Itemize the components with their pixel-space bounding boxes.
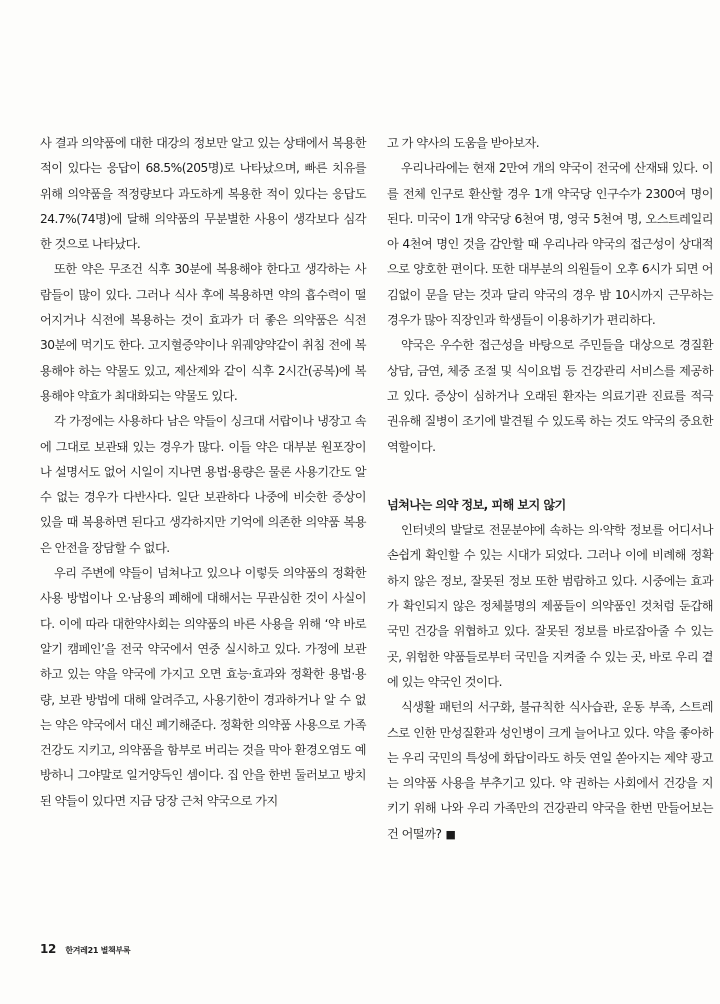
- left-column: [40, 131, 366, 814]
- paragraph: 또한 약은 무조건 식후 30분에 복용해야 한다고 생각하는 사람들이 많이 있다. 그러나 식사 후에 복용하면 약의 흡수력이 떨어지거나 식전에 복용하는 것이 효과가 더 좋은 의약품은 식전 30분에 먹기도 한다. 고지혈증약이나 위궤양약같이 취침 전에 복용해야 하는 약물도 있고, 제산제와 같이 식후 2시간(공복)에 복용해야 약효가 최대화되는 약물도 있다.: [40, 262, 366, 403]
- paragraph-text: 식생활 패턴의 서구화, 불규칙한 식사습관, 운동 부족, 스트레스로 인한 만성질환과 성인병이 크게 늘어나고 있다. 약을 좋아하는 우리 국민의 특성에 화답이라도 하듯 연일 쏟아지는 제약 광고는 의약품 사용을 부추기고 있다. 약 권하는 사회에서 건강을 지키기 위해 나와 우리 가족만의 건강관리 약국을 한번 만들어보는 건 어떨까?: [387, 700, 713, 841]
- paragraph: 고 가 약사의 도움을 받아보자.: [387, 136, 540, 150]
- paragraph: 우리 주변에 약들이 넘쳐나고 있으나 이렇듯 의약품의 정확한 사용 방법이나 오·남용의 폐해에 대해서는 무관심한 것이 사실이다. 이에 따라 대한약사회는 의약품의 바른 사용을 위해 ‘약 바로 알기 캠페인’을 전국 약국에서 연중 실시하고 있다. 가정에 보관하고 있는 약을 약국에 가지고 오면 효능·효과와 정확한 용법·용량, 보관 방법에 대해 알려주고, 사용기한이 경과하거나 알 수 없는 약은 약국에서 대신 폐기해준다. 정확한 의약품 사용으로 가족 건강도 지키고, 의약품을 함부로 버리는 것을 막아 환경오염도 예방하니 그야말로 일거양득인 셈이다. 집 안을 한번 둘러보고 방치된 약들이 있다면 지금 당장 근처 약국으로 가지: [40, 566, 366, 808]
- paragraph: 인터넷의 발달로 전문분야에 속하는 의·약학 정보를 어디서나 손쉽게 확인할 수 있는 시대가 되었다. 그러나 이에 비례해 정확하지 않은 정보, 잘못된 정보 또한 범람하고 있다. 시중에는 효과가 확인되지 않은 정체불명의 제품들이 의약품인 것처럼 둔갑해 국민 건강을 위협하고 있다. 잘못된 정보를 바로잡아줄 수 있는 곳, 위험한 약품들로부터 국민을 지켜줄 수 있는 곳, 바로 우리 곁에 있는 약국인 것이다.: [387, 523, 713, 689]
- paragraph: 각 가정에는 사용하다 남은 약들이 싱크대 서랍이나 냉장고 속에 그대로 보관돼 있는 경우가 많다. 이들 약은 대부분 원포장이나 설명서도 없어 시일이 지나면 용법·용량은 물론 사용기간도 알 수 없는 경우가 다반사다. 일단 보관하다 나중에 비슷한 증상이 있을 때 복용하면 된다고 생각하지만 기억에 의존한 의약품 복용은 안전을 장담할 수 없다.: [40, 414, 366, 555]
- right-column: [387, 131, 713, 847]
- end-mark: ■: [445, 827, 456, 841]
- paragraph: 약국은 우수한 접근성을 바탕으로 주민들을 대상으로 경질환 상담, 금연, 체중 조절 및 식이요법 등 건강관리 서비스를 제공하고 있다. 증상이 심하거나 오래된 환자는 의료기관 진료를 적극 권유해 질병이 조기에 발견될 수 있도록 하는 것도 약국의 중요한 역할이다.: [387, 338, 713, 454]
- paragraph: 우리나라에는 현재 2만여 개의 약국이 전국에 산재돼 있다. 이를 전체 인구로 환산할 경우 1개 약국당 인구수가 2300여 명이 된다. 미국이 1개 약국당 6천여 명, 영국 5천여 명, 오스트레일리아 4천여 명인 것을 감안할 때 우리나라 약국의 접근성이 상대적으로 양호한 편이다. 또한 대부분의 의원들이 오후 6시가 되면 어김없이 문을 닫는 것과 달리 약국의 경우 밤 10시까지 근무하는 경우가 많아 직장인과 학생들이 이용하기가 편리하다.: [387, 161, 713, 328]
- paragraph: 사 결과 의약품에 대한 대강의 정보만 알고 있는 상태에서 복용한 적이 있다는 응답이 68.5%(205명)로 나타났으며, 빠른 치유를 위해 의약품을 적정량보다 과도하게 복용한 적이 있다는 응답도 24.7%(74명)에 달해 의약품의 무분별한 사용이 생각보다 심각한 것으로 나타났다.: [40, 136, 366, 252]
- section-subheading: 넘쳐나는 의약 정보, 피해 보지 않기: [387, 497, 566, 512]
- page-number: 12: [40, 942, 57, 956]
- paragraph: [387, 695, 713, 847]
- magazine-title: 한겨레21 별책부록: [65, 946, 131, 955]
- page-footer: [40, 942, 130, 958]
